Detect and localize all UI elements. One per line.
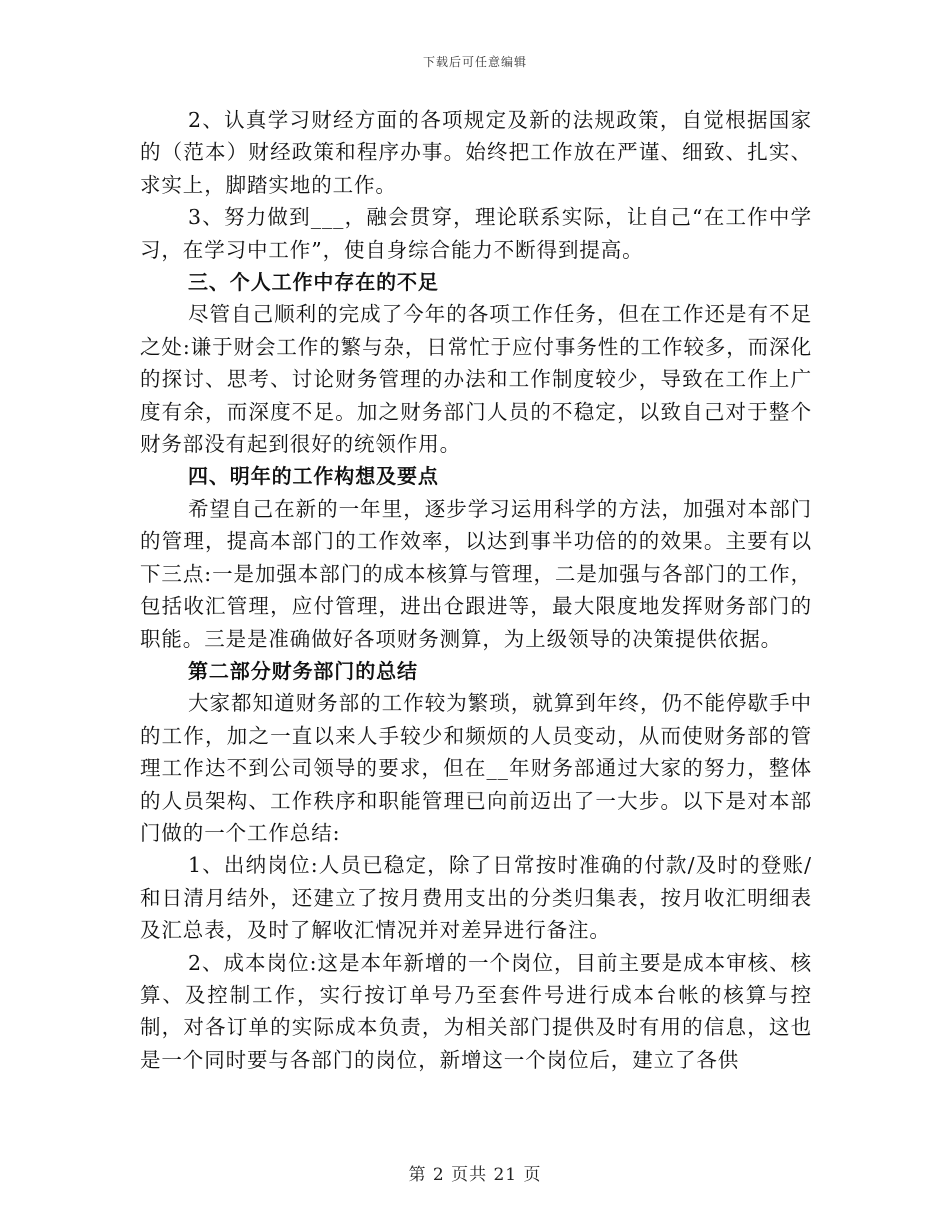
document-body — [140, 104, 812, 1076]
section-heading-4: 四、明年的工作构想及要点 — [188, 464, 439, 489]
paragraph-cashier-position: 1、出纳岗位:人员已稳定，除了日常按时准确的付款/及时的登账/和日清月结外，还建立了按月费用支出的分类归集表，按月收汇明细表及汇总表，及时了解收汇情况并对差异进行备注。 — [140, 853, 812, 943]
paragraph-part-two-intro: 大家都知道财务部的工作较为繁琐，就算到年终，仍不能停歇手中的工作，加之一直以来人手较少和频烦的人员变动，从而使财务部的管理工作达不到公司领导的要求，但在__年财务部通过大家的努力，整体的人员架构、工作秩序和职能管理已向前迈出了一大步。以下是对本部门做的一个工作总结: — [140, 691, 812, 845]
page-number-footer: 第 2 页共 21 页 — [408, 1165, 542, 1185]
section-heading-3: 三、个人工作中存在的不足 — [188, 270, 439, 295]
paragraph-cost-position: 2、成本岗位:这是本年新增的一个岗位，目前主要是成本审核、核算、及控制工作，实行按订单号乃至套件号进行成本台帐的核算与控制，对各订单的实际成本负责，为相关部门提供及时有用的信息，这也是一个同时要与各部门的岗位，新增这一个岗位后，建立了各供 — [140, 950, 812, 1072]
paragraph-item-2: 2、认真学习财经方面的各项规定及新的法规政策，自觉根据国家的（范本）财经政策和程序办事。始终把工作放在严谨、细致、扎实、求实上，脚踏实地的工作。 — [140, 108, 812, 197]
paragraph-next-year-plan: 希望自己在新的一年里，逐步学习运用科学的方法，加强对本部门的管理，提高本部门的工作效率，以达到事半功倍的的效果。主要有以下三点:一是加强本部门的成本核算与管理，二是加强与各部门的工作，包括收汇管理，应付管理，进出仓跟进等，最大限度地发挥财务部门的职能。三是是准确做好各项财务测算，为上级领导的决策提供依据。 — [140, 496, 812, 651]
paragraph-shortcomings: 尽管自己顺利的完成了今年的各项工作任务，但在工作还是有不足之处:谦于财会工作的繁与杂，日常忙于应付事务性的工作较多，而深化的探讨、思考、讨论财务管理的办法和工作制度较少，导致在工作上广度有余，而深度不足。加之财务部门人员的不稳定，以致自己对于整个财务部没有起到很好的统领作用。 — [140, 302, 812, 457]
paragraph-item-3: 3、努力做到___，融会贯穿，理论联系实际，让自己“在工作中学习，在学习中工作”，使自身综合能力不断得到提高。 — [140, 205, 812, 262]
part-two-heading: 第二部分财务部门的总结 — [188, 658, 418, 683]
page-header-note: 下载后可任意编辑 — [422, 55, 527, 69]
